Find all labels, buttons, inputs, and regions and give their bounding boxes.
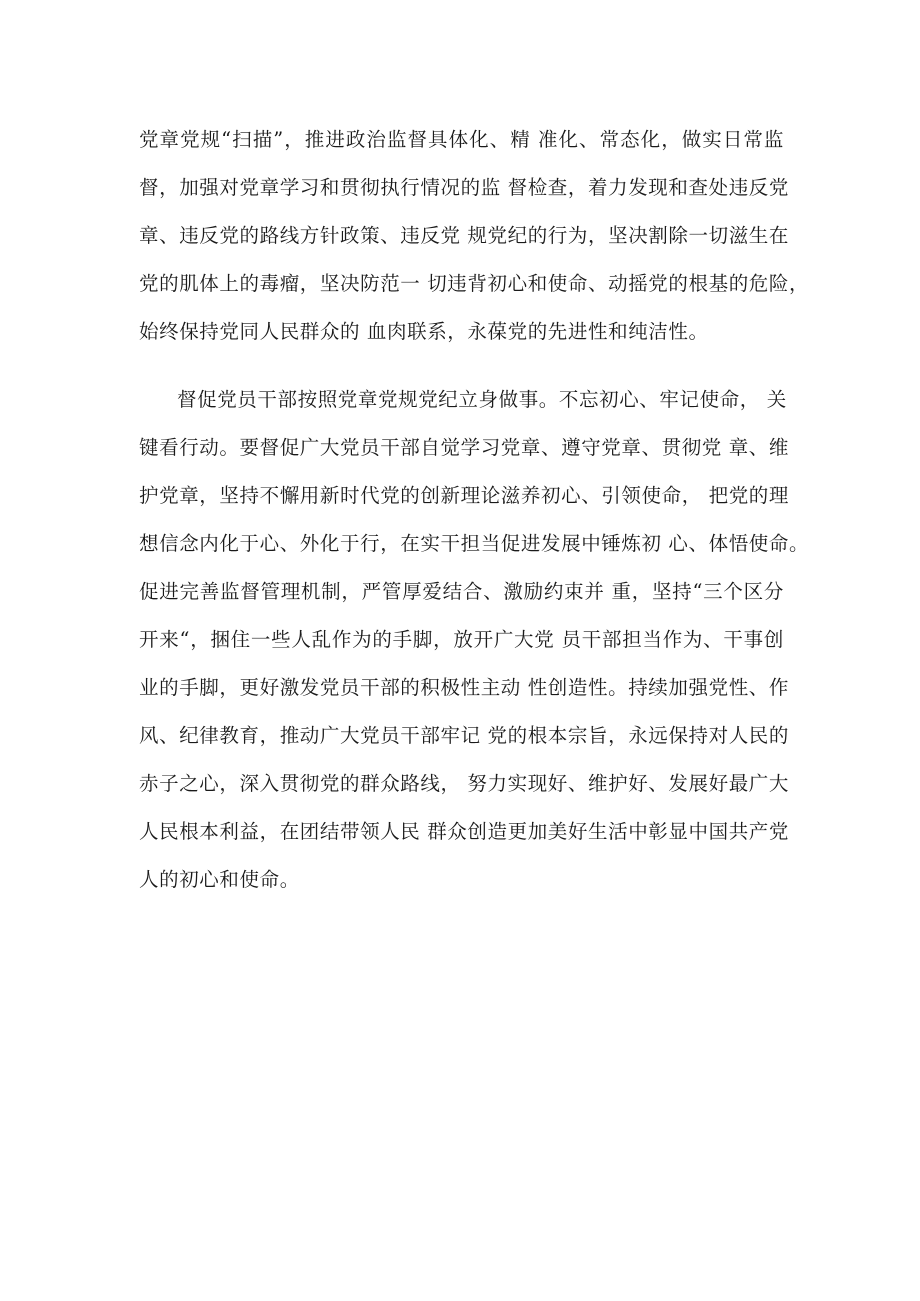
paragraph-line: 开来“，捆住一些人乱作为的手脚，放开广大党 员干部担当作为、干事创 <box>139 628 784 651</box>
paragraph-line: 章、违反党的路线方针政策、违反党 规党纪的行为，坚决割除一切滋生在 <box>139 224 789 247</box>
paragraph-line: 护党章，坚持不懈用新时代党的创新理论滋养初心、引领使命， 把党的理 <box>139 484 789 507</box>
paragraph-line: 人的初心和使命。 <box>139 868 300 891</box>
paragraph-line: 风、纪律教育，推动广大党员干部牢记 党的根本宗旨，永远保持对人民的 <box>139 724 789 747</box>
paragraph-line: 键看行动。要督促广大党员干部自觉学习党章、遵守党章、贯彻党 章、维 <box>139 436 789 459</box>
paragraph-line: 党的肌体上的毒瘤，坚决防范一 切违背初心和使命、动摇党的根基的危险， <box>139 272 810 295</box>
paragraph-line: 促进完善监督管理机制，严管厚爱结合、激励约束并 重，坚持“三个区分 <box>139 580 784 603</box>
paragraph-line: 业的手脚，更好激发党员干部的积极性主动 性创造性。持续加强党性、作 <box>139 676 789 699</box>
paragraph-line: 始终保持党同人民群众的 血肉联系，永葆党的先进性和纯洁性。 <box>139 320 709 343</box>
paragraph-line: 想信念内化于心、外化于行，在实干担当促进发展中锤炼初 心、体悟使命。 <box>139 532 810 555</box>
paragraph-line: 党章党规“扫描”，推进政治监督具体化、精 准化、常态化，做实日常监 <box>139 128 784 151</box>
paragraph-line: 督，加强对党章学习和贯彻执行情况的监 督检查，着力发现和查处违反党 <box>139 176 789 199</box>
paragraph-line: 督促党员干部按照党章党规党纪立身做事。不忘初心、牢记使命， 关 <box>177 388 787 411</box>
paragraph-line: 人民根本利益，在团结带领人民 群众创造更加美好生活中彰显中国共产党 <box>139 820 789 843</box>
paragraph-line: 赤子之心，深入贯彻党的群众路线， 努力实现好、维护好、发展好最广大 <box>139 772 789 795</box>
